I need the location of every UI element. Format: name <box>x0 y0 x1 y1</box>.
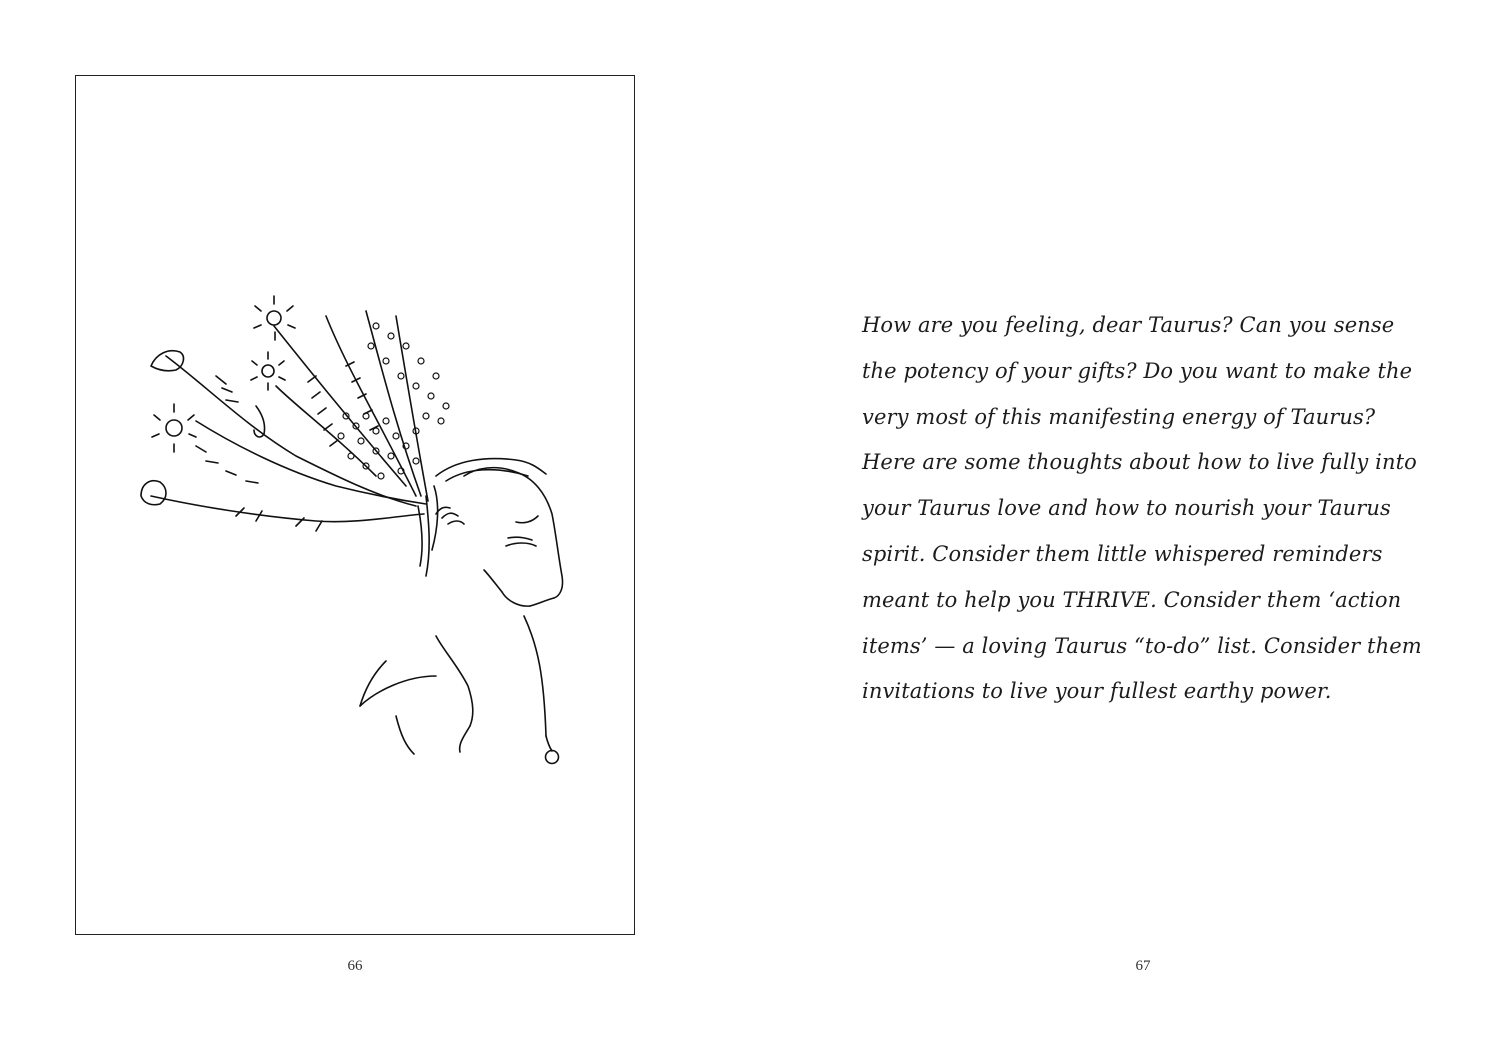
text-line: How are you feeling, dear Taurus? Can you sense <box>862 313 1395 337</box>
page-number-right: 67 <box>1135 958 1151 974</box>
page-number-left: 66 <box>347 958 363 974</box>
illustration-frame <box>75 75 635 935</box>
body-paragraph <box>862 303 1442 715</box>
text-line: the potency of your gifts? Do you want to make the <box>862 358 1413 383</box>
text-line: very most of this manifesting energy of Taurus? <box>862 404 1376 429</box>
right-page <box>750 0 1500 1050</box>
woman-with-wildflowers-icon <box>76 76 636 936</box>
text-line: your Taurus love and how to nourish your Taurus <box>862 496 1391 521</box>
text-line: items’ — a loving Taurus “to-do” list. Consider them <box>862 633 1422 658</box>
text-line: spirit. Consider them little whispered reminders <box>862 541 1383 566</box>
text-line: invitations to live your fullest earthy power. <box>862 679 1332 704</box>
text-line: meant to help you THRIVE. Consider them ‘action <box>862 587 1402 612</box>
daisy-top <box>254 296 295 340</box>
text-line: Here are some thoughts about how to live fully into <box>862 450 1417 475</box>
